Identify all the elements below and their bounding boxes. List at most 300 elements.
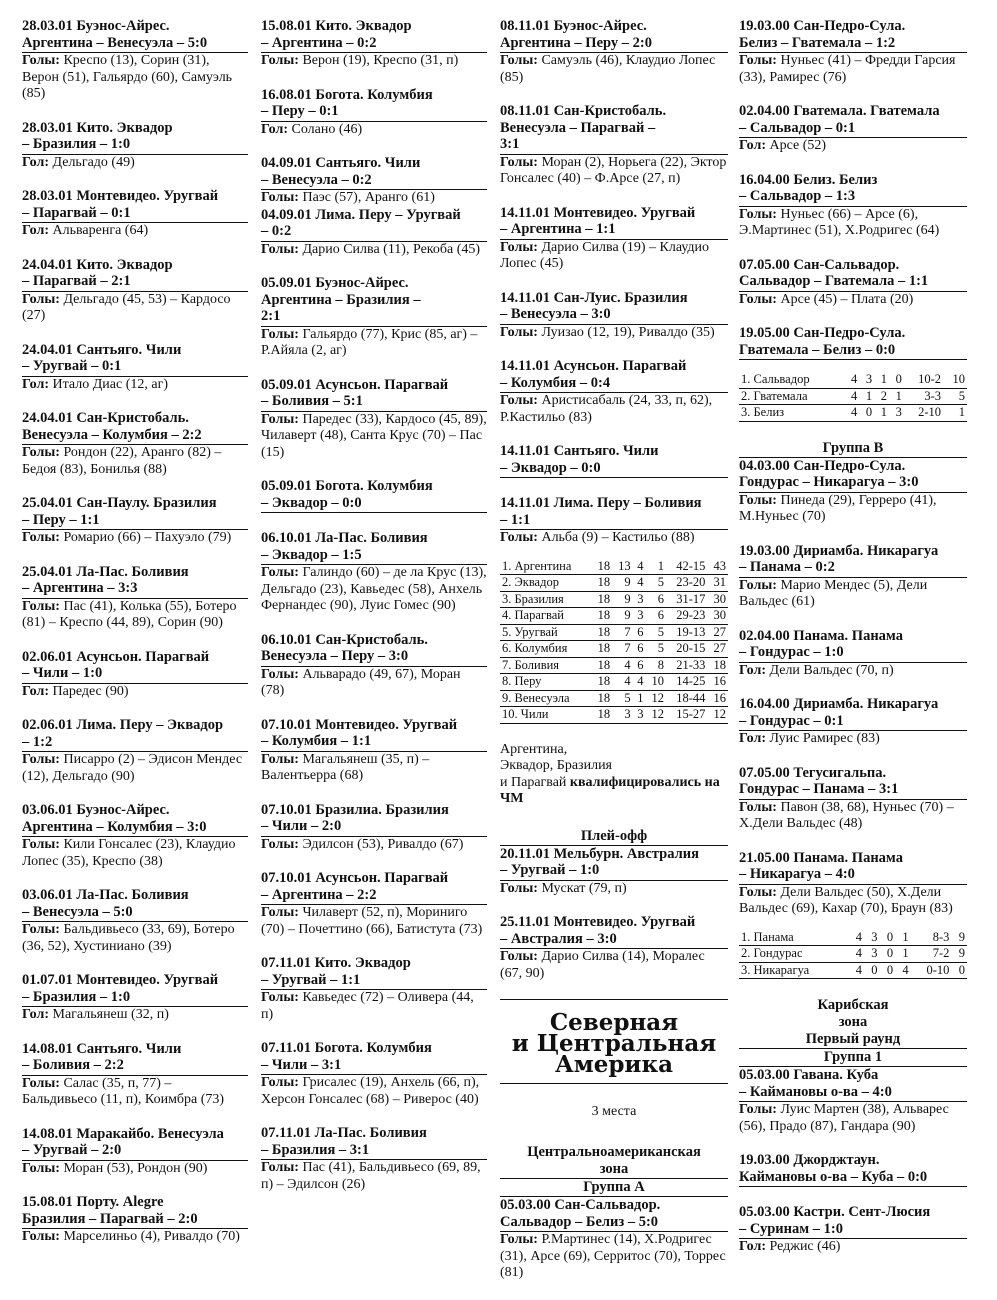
match-entry	[261, 87, 487, 139]
match-entry	[22, 342, 248, 394]
match-entry	[261, 717, 487, 785]
match-entry	[261, 275, 487, 360]
goals-text: Гальярдо (77), Крис (85, аг) – Р.Айяла (2, аг)	[261, 326, 478, 358]
zone-title: Карибская зона	[817, 997, 889, 1030]
stat-cell: 18	[597, 674, 611, 688]
goals-text: Арсе (52)	[766, 138, 827, 153]
match-goals	[22, 752, 248, 785]
match-header: 14.11.01 Монтевидео. Уругвай – Аргентина – 1:1	[500, 205, 728, 240]
match-entry	[22, 188, 248, 240]
goals-text: Писарро (2) – Эдисон Мендес (12), Дельгадо (90)	[22, 752, 243, 784]
goals-text: Луис Мартен (38), Альварес (56), Прадо (87), Гандара (90)	[739, 1102, 949, 1134]
match-header: 21.05.00 Панама. Панама – Никарагуа – 4:0	[739, 850, 967, 885]
match-goals	[22, 837, 248, 870]
goals-text: Верон (19), Креспо (31, п)	[298, 53, 459, 68]
standings-row	[739, 962, 967, 979]
goals-label: Голы:	[500, 880, 538, 896]
qualified-label: квалифицировались на ЧМ	[500, 774, 720, 806]
stat-cell: 30	[713, 608, 726, 622]
match-entry	[261, 478, 487, 513]
column-1	[22, 18, 248, 1263]
team-name: 8. Перу	[502, 674, 542, 688]
goals-text: Чилаверт (52, п), Мориниго (70) – Почеттино (66), Батистута (73)	[261, 905, 483, 937]
stat-cell: 19-13	[676, 624, 706, 639]
match-header: 01.07.01 Монтевидео. Уругвай – Бразилия – 1:0	[22, 972, 248, 1007]
match-goals	[261, 667, 487, 700]
goals-label: Голы:	[22, 837, 60, 852]
stat-cell: 6	[637, 624, 644, 639]
match-goals	[261, 53, 487, 70]
team-name: 1. Аргентина	[502, 558, 572, 573]
match-header: 07.11.01 Ла-Пас. Боливия – Бразилия – 3:1	[261, 1125, 487, 1160]
stat-cell: 18	[597, 657, 611, 672]
match-entry	[739, 325, 967, 360]
goals-text: Луизао (12, 19), Ривалдо (35)	[537, 324, 715, 340]
stat-cell: 0	[895, 372, 902, 386]
stat-cell: 16	[713, 690, 726, 705]
stat-cell: 7-2	[932, 946, 950, 960]
goals-label: Голы:	[500, 324, 538, 340]
match-entry	[22, 1194, 248, 1246]
match-goals	[261, 990, 487, 1023]
match-goals	[22, 223, 248, 240]
goals-text: Пас (41), Колька (55), Ботеро (81) – Креспо (44, 89), Сорин (90)	[22, 598, 237, 630]
match-entry	[500, 495, 728, 547]
stat-cell: 4	[624, 657, 631, 672]
stat-cell: 5	[657, 575, 665, 589]
match-goals	[261, 1160, 487, 1193]
goals-text: Дели Вальдес (70, п)	[766, 662, 894, 678]
qualified-teams: Аргентина, Эквадор, Бразилия и Парагвай	[500, 741, 612, 790]
goals-text: Самуэль (46), Клаудио Лопес (85)	[500, 53, 716, 85]
goals-label: Голы:	[261, 411, 299, 427]
match-header: 02.04.00 Гватемала. Гватемала – Сальвадор – 0:1	[739, 103, 967, 138]
stat-cell: 10	[651, 674, 665, 688]
goals-label: Голы:	[500, 393, 538, 408]
goals-label: Голы:	[261, 565, 299, 580]
match-goals	[739, 1102, 967, 1135]
team-name: 10. Чили	[502, 707, 549, 721]
stat-cell: 7	[624, 641, 631, 655]
match-header: 05.03.00 Сан-Сальвадор. Сальвадор – Белиз – 5:0	[500, 1197, 728, 1232]
goals-text: Паэс (57), Аранго (61)	[298, 190, 435, 205]
match-goals	[500, 1232, 728, 1282]
goals-text: Моран (2), Норьега (22), Эктор Гонсалес (40) – Ф.Арсе (27, п)	[500, 154, 727, 186]
goals-label: Голы:	[22, 1229, 60, 1244]
seats-note: 3 места	[591, 1104, 637, 1119]
goals-label: Голы:	[261, 1075, 299, 1090]
match-header: 04.03.00 Сан-Педро-Сула. Гондурас – Никарагуа – 3:0	[739, 458, 967, 493]
stat-cell: 1	[880, 405, 888, 419]
goals-text: Аристисабаль (24, 33, п, 62), Р.Кастильо (83)	[500, 393, 713, 425]
match-header: 14.11.01 Сантьяго. Чили – Эквадор – 0:0	[500, 443, 728, 478]
team-name: 5. Уругвай	[502, 624, 558, 639]
goals-label: Голы:	[22, 1075, 60, 1091]
stat-cell: 21-33	[676, 657, 706, 672]
stat-cell: 9	[624, 608, 631, 622]
match-entry	[739, 18, 967, 86]
standings-row	[500, 591, 728, 608]
match-header: 15.08.01 Порту. Alegre Бразилия – Парагвай – 2:0	[22, 1194, 248, 1229]
stat-cell: 27	[713, 624, 726, 639]
match-goals	[22, 1161, 248, 1178]
goals-text: Реджис (46)	[766, 1239, 841, 1254]
match-entry	[500, 103, 728, 188]
stat-cell: 18	[597, 558, 611, 573]
standings-row	[500, 674, 728, 691]
team-name: 1. Панама	[741, 929, 794, 944]
goals-text: Дарио Силва (11), Рекоба (45)	[298, 241, 481, 257]
stat-cell: 6	[657, 608, 665, 622]
goals-text: Креспо (13), Сорин (31), Верон (51), Гальярдо (60), Самуэль (85)	[22, 53, 233, 101]
match-entry	[22, 257, 248, 325]
goals-label: Голы:	[261, 666, 299, 682]
match-goals	[261, 837, 487, 854]
stat-cell: 18	[597, 624, 611, 639]
stat-cell: 4	[637, 558, 644, 573]
team-name: 6. Колумбия	[502, 641, 568, 655]
stat-cell: 4	[851, 372, 858, 386]
match-header: 25.04.01 Сан-Паулу. Бразилия – Перу – 1:1	[22, 495, 248, 530]
stat-cell: 2	[880, 388, 888, 403]
stat-cell: 3-3	[924, 388, 941, 403]
match-entry	[261, 207, 487, 259]
standings-row	[500, 657, 728, 674]
match-goals	[739, 731, 967, 748]
goals-text: Павон (38, 68), Нуньес (70) – Х.Дели Вальдес (48)	[739, 799, 954, 831]
stat-cell: 5	[657, 624, 665, 639]
stat-cell: 12	[651, 690, 665, 705]
match-entry	[739, 172, 967, 240]
team-name: 1. Сальвадор	[741, 372, 810, 386]
match-entry	[500, 205, 728, 273]
match-header: 20.11.01 Мельбурн. Австралия – Уругвай – 1:0	[500, 846, 728, 881]
match-header: 19.03.00 Дириамба. Никарагуа – Панама – 0:2	[739, 543, 967, 578]
match-header: 07.11.01 Кито. Эквадор – Уругвай – 1:1	[261, 955, 487, 990]
goals-label: Голы:	[739, 206, 777, 222]
match-entry	[22, 564, 248, 632]
standings-row	[500, 559, 728, 575]
stat-cell: 1	[880, 372, 888, 386]
match-header: 07.10.01 Бразилиа. Бразилия – Чили – 2:0	[261, 802, 487, 837]
match-entry	[22, 802, 248, 870]
match-entry	[261, 155, 487, 207]
match-header: 19.03.00 Джорджтаун. Каймановы о-ва – Куба – 0:0	[739, 1152, 967, 1187]
match-header: 02.06.01 Асунсьон. Парагвай – Чили – 1:0	[22, 649, 248, 684]
goals-text: Ромарио (66) – Пахуэло (79)	[59, 530, 232, 545]
stat-cell: 0	[886, 929, 894, 944]
stat-cell: 10-2	[918, 372, 941, 386]
stat-cell: 3	[895, 405, 902, 419]
stat-cell: 4	[851, 405, 858, 419]
goals-text: Магальянеш (32, п)	[49, 1007, 169, 1022]
match-entry	[22, 495, 248, 547]
match-header: 28.03.01 Монтевидео. Уругвай – Парагвай – 0:1	[22, 188, 248, 223]
goals-text: Паредес (90)	[49, 683, 129, 699]
match-goals	[500, 325, 728, 342]
match-entry	[261, 377, 487, 462]
match-goals	[500, 530, 728, 547]
goals-text: Салас (35, п, 77) – Бальдивьесо (11, п), Коимбра (73)	[22, 1075, 225, 1107]
team-name: 2. Эквадор	[502, 575, 559, 589]
stat-cell: 4	[637, 575, 644, 589]
goals-text: Арсе (45) – Плата (20)	[776, 291, 914, 307]
standings-row	[739, 405, 967, 422]
match-goals	[500, 240, 728, 273]
match-goals	[261, 1075, 487, 1108]
match-header: 19.05.00 Сан-Педро-Сула. Гватемала – Белиз – 0:0	[739, 325, 967, 360]
goals-label: Голы:	[22, 53, 60, 68]
stat-cell: 9	[624, 591, 631, 606]
stat-cell: 18	[597, 575, 611, 589]
stat-cell: 27	[713, 641, 726, 655]
goals-label: Голы:	[739, 577, 777, 593]
standings-table	[739, 930, 967, 980]
match-entry	[739, 696, 967, 748]
match-entry	[22, 410, 248, 478]
match-entry	[22, 887, 248, 955]
goals-text: Грисалес (19), Анхель (66, п), Херсон Гонсалес (68) – Риверос (40)	[261, 1075, 480, 1107]
goals-text: Мускат (79, п)	[537, 880, 627, 896]
match-header: 24.04.01 Сантьяго. Чили – Уругвай – 0:1	[22, 342, 248, 377]
goals-label: Голы:	[22, 752, 60, 767]
stat-cell: 18-44	[676, 690, 706, 705]
stat-cell: 1	[902, 929, 909, 944]
stat-cell: 7	[624, 624, 631, 639]
match-goals	[739, 578, 967, 611]
column-2	[261, 18, 487, 1210]
match-header: 14.11.01 Сан-Луис. Бразилия – Венесуэла – 3:0	[500, 290, 728, 325]
match-entry	[500, 18, 728, 86]
stat-cell: 29-23	[676, 608, 706, 622]
match-header: 14.11.01 Лима. Перу – Боливия – 1:1	[500, 495, 728, 530]
match-header: 05.09.01 Буэнос-Айрес. Аргентина – Бразилия – 2:1	[261, 275, 487, 327]
match-entry	[261, 1040, 487, 1108]
match-entry	[500, 358, 728, 426]
match-header: 04.09.01 Лима. Перу – Уругвай – 0:2	[261, 207, 487, 242]
stat-cell: 5	[624, 690, 631, 705]
goals-label: Голы:	[261, 1160, 299, 1175]
match-goals	[261, 122, 487, 139]
stat-cell: 1	[865, 388, 873, 403]
goals-label: Гол:	[22, 154, 50, 170]
column-3	[500, 18, 728, 1299]
qualification-note	[500, 742, 728, 808]
match-header: 16.04.00 Белиз. Белиз – Сальвадор – 1:3	[739, 172, 967, 207]
goals-text: Рондон (22), Аранго (82) – Бедоя (83), Бонилья (88)	[22, 445, 222, 477]
goals-label: Голы:	[500, 239, 538, 255]
match-entry	[500, 914, 728, 982]
stat-cell: 43	[713, 558, 726, 573]
match-header: 25.11.01 Монтевидео. Уругвай – Австралия – 3:0	[500, 914, 728, 949]
goals-label: Голы:	[261, 836, 299, 852]
stat-cell: 12	[651, 707, 665, 721]
goals-label: Голы:	[739, 884, 777, 900]
match-header: 07.05.00 Сан-Сальвадор. Сальвадор – Гватемала – 1:1	[739, 257, 967, 292]
match-header: 24.04.01 Сан-Кристобаль. Венесуэла – Колумбия – 2:2	[22, 410, 248, 445]
match-entry	[739, 628, 967, 680]
stat-cell: 1	[958, 405, 965, 419]
stat-cell: 10	[952, 372, 965, 386]
goals-text: Дарио Силва (19) – Клаудио Лопес (45)	[500, 239, 710, 271]
goals-text: Дельгадо (45, 53) – Кардосо (27)	[22, 291, 231, 323]
stat-cell: 1	[637, 690, 644, 705]
stat-cell: 8	[657, 657, 665, 672]
standings-row	[500, 707, 728, 724]
stat-cell: 3	[871, 929, 878, 944]
match-entry	[500, 846, 728, 898]
team-name: 3. Белиз	[741, 405, 785, 419]
goals-label: Голы:	[739, 492, 777, 508]
goals-text: Галиндо (60) – де ла Крус (13), Дельгадо (23), Кавьедес (58), Анхель Фернандес (90), Луис Гомес (90)	[261, 565, 487, 613]
standings-row	[500, 641, 728, 658]
match-entry	[739, 850, 967, 918]
stat-cell: 18	[597, 591, 611, 606]
match-header: 03.06.01 Ла-Пас. Боливия – Венесуэла – 5:0	[22, 887, 248, 922]
match-goals	[22, 530, 248, 547]
goals-label: Голы:	[22, 1160, 60, 1176]
match-goals	[261, 905, 487, 938]
stat-cell: 4	[855, 929, 863, 944]
stat-cell: 31	[713, 575, 726, 589]
goals-label: Голы:	[22, 291, 60, 307]
match-header: 03.06.01 Буэнос-Айрес. Аргентина – Колумбия – 3:0	[22, 802, 248, 837]
goals-text: Альба (9) – Кастильо (88)	[537, 530, 695, 545]
standings-table	[739, 372, 967, 422]
match-header: 07.10.01 Монтевидео. Уругвай – Колумбия – 1:1	[261, 717, 487, 752]
match-header: 05.09.01 Богота. Колумбия – Эквадор – 0:0	[261, 478, 487, 513]
match-goals	[500, 881, 728, 898]
match-goals	[22, 1229, 248, 1246]
match-goals	[739, 493, 967, 526]
stat-cell: 4	[851, 388, 858, 403]
match-entry	[261, 632, 487, 700]
standings-row	[500, 608, 728, 625]
stat-cell: 18	[713, 657, 726, 672]
match-header: 15.08.01 Кито. Эквадор – Аргентина – 0:2	[261, 18, 487, 53]
match-header: 04.09.01 Сантьяго. Чили – Венесуэла – 0:2	[261, 155, 487, 190]
goals-text: Дарио Силва (14), Моралес (67, 90)	[500, 949, 705, 981]
section-rule	[500, 999, 728, 1000]
stat-cell: 0	[886, 962, 894, 977]
section-subheader: Группа 1	[739, 1049, 967, 1067]
match-goals	[739, 292, 967, 309]
goals-label: Голы:	[22, 530, 60, 545]
match-header: 05.09.01 Асунсьон. Парагвай – Боливия – 5:1	[261, 377, 487, 412]
match-entry	[500, 290, 728, 342]
match-entry	[261, 1125, 487, 1193]
match-goals	[22, 599, 248, 632]
stat-cell: 6	[657, 591, 665, 606]
stat-cell: 31-17	[676, 591, 706, 606]
goals-label: Гол:	[22, 376, 50, 392]
stat-cell: 20-15	[676, 641, 706, 655]
goals-label: Гол:	[739, 138, 767, 153]
goals-label: Гол:	[739, 731, 767, 746]
goals-text: Пинеда (29), Герреро (41), М.Нуньес (70)	[739, 492, 937, 524]
match-goals	[739, 53, 967, 86]
match-entry	[261, 530, 487, 615]
match-entry	[22, 717, 248, 785]
match-header: 06.10.01 Ла-Пас. Боливия – Эквадор – 1:5	[261, 530, 487, 565]
match-goals	[22, 53, 248, 103]
match-goals	[739, 1239, 967, 1256]
team-name: 4. Парагвай	[502, 608, 564, 622]
goals-label: Голы:	[261, 326, 299, 342]
goals-text: Р.Мартинес (14), Х.Родригес (31), Арсе (69), Серритос (70), Торрес (81)	[500, 1232, 726, 1280]
match-header: 14.08.01 Маракайбо. Венесуэла – Уругвай – 2:0	[22, 1126, 248, 1161]
match-header: 02.06.01 Лима. Перу – Эквадор – 1:2	[22, 717, 248, 752]
stat-cell: 4	[902, 962, 909, 977]
stat-cell: 5	[958, 388, 965, 403]
match-goals	[261, 327, 487, 360]
goals-label: Гол:	[261, 121, 289, 137]
section-subheader: Первый раунд	[739, 1031, 967, 1049]
goals-text: Луис Рамирес (83)	[766, 731, 880, 746]
goals-label: Голы:	[261, 53, 299, 68]
goals-label: Голы:	[22, 445, 60, 460]
goals-text: Солано (46)	[288, 121, 363, 137]
match-goals	[261, 190, 487, 207]
goals-label: Голы:	[22, 922, 60, 937]
section-subheader: Группа А	[500, 1179, 728, 1197]
team-name: 9. Венесуэла	[502, 690, 570, 705]
team-name: 7. Боливия	[502, 657, 560, 672]
section-subheader: Плей-офф	[500, 828, 728, 846]
stat-cell: 14-25	[676, 674, 706, 688]
stat-cell: 2-10	[918, 405, 941, 419]
match-header: 24.04.01 Кито. Эквадор – Парагвай – 2:1	[22, 257, 248, 292]
stat-cell: 18	[597, 707, 611, 721]
match-entry	[500, 443, 728, 478]
team-name: 3. Бразилия	[502, 591, 564, 606]
goals-label: Голы:	[500, 1232, 538, 1247]
goals-label: Голы:	[261, 751, 299, 767]
standings-row	[500, 575, 728, 592]
stat-cell: 0	[958, 962, 965, 977]
stat-cell: 9	[958, 929, 965, 944]
stat-cell: 3	[865, 372, 873, 386]
stat-cell: 8-3	[932, 929, 950, 944]
goals-text: Нуньес (66) – Арсе (6), Э.Мартинес (51), Х.Родригес (64)	[739, 206, 940, 238]
stat-cell: 3	[624, 707, 631, 721]
goals-text: Марио Мендес (5), Дели Вальдес (61)	[739, 577, 928, 609]
goals-label: Голы:	[739, 291, 777, 307]
goals-text: Пас (41), Бальдивьесо (69, 89, п) – Эдилсон (26)	[261, 1160, 481, 1192]
stat-cell: 4	[855, 962, 863, 977]
stat-cell: 6	[637, 657, 644, 672]
goals-label: Гол:	[22, 223, 50, 238]
stat-cell: 30	[713, 591, 726, 606]
match-entry	[739, 1204, 967, 1256]
stat-cell: 9	[958, 946, 965, 960]
goals-text: Бальдивьесо (33, 69), Ботеро (36, 52), Хустиниано (39)	[22, 922, 235, 954]
match-header: 14.08.01 Сантьяго. Чили – Боливия – 2:2	[22, 1041, 248, 1076]
section-subheader: Группа В	[739, 440, 967, 458]
match-goals	[739, 663, 967, 680]
section-subheader: Центральноамериканская зона	[500, 1144, 728, 1179]
match-goals	[261, 752, 487, 785]
goals-label: Гол:	[22, 683, 50, 699]
match-entry	[22, 972, 248, 1024]
match-header: 07.11.01 Богота. Колумбия – Чили – 3:1	[261, 1040, 487, 1075]
column-4	[739, 18, 967, 1273]
match-header: 28.03.01 Буэнос-Айрес. Аргентина – Венесуэла – 5:0	[22, 18, 248, 53]
goals-text: Паредес (33), Кардосо (45, 89), Чилаверт (48), Санта Крус (70) – Пас (15)	[261, 411, 487, 460]
stat-cell: 13	[618, 558, 631, 573]
match-header: 05.03.00 Гавана. Куба – Каймановы о-ва – 4:0	[739, 1067, 967, 1102]
stat-cell: 3	[637, 707, 644, 721]
